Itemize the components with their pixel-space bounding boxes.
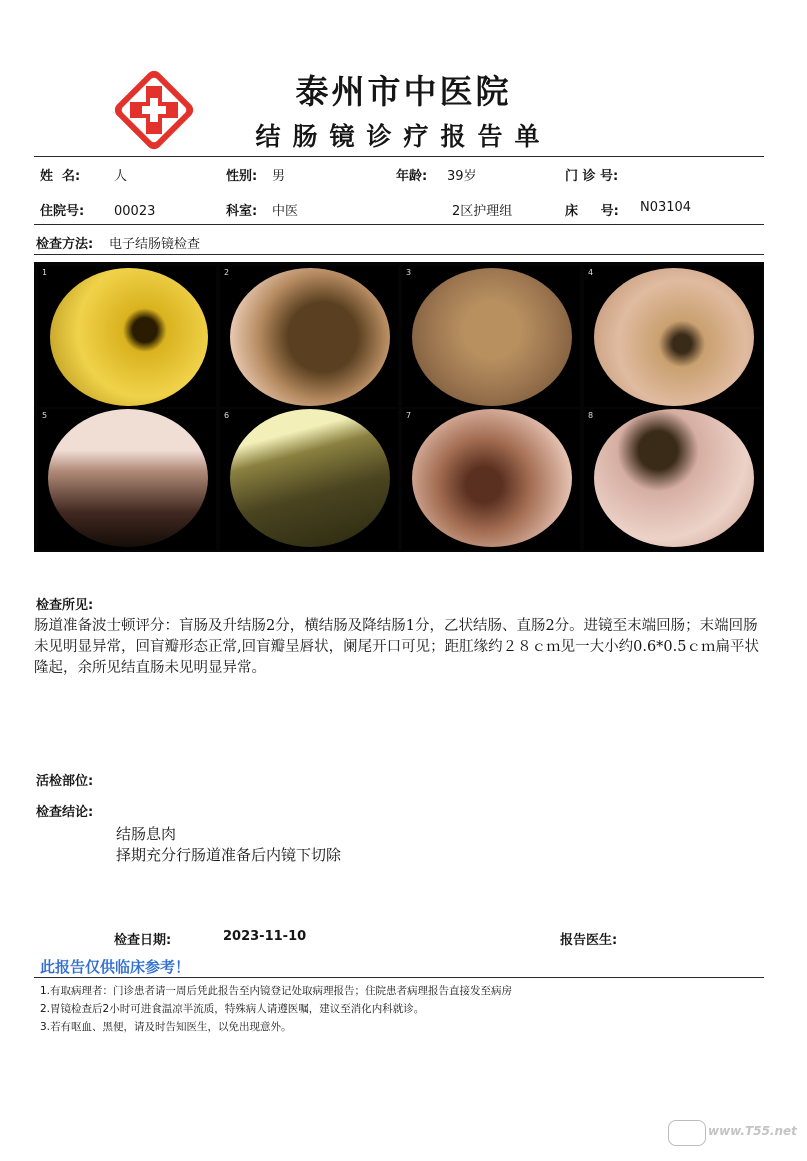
ward-value: 2区护理组 — [452, 204, 513, 219]
dept-value: 中医 — [272, 204, 299, 219]
endoscopy-image: 3 — [402, 266, 580, 407]
info-divider — [34, 224, 764, 225]
bed-value: N03104 — [640, 200, 692, 215]
notes-divider — [34, 977, 764, 978]
age-label: 年龄: — [396, 169, 428, 184]
findings-text: 肠道准备波士顿评分：盲肠及升结肠2分，横结肠及降结肠1分，乙状结肠、直肠2分。进镜至末端回肠；末端回肠未见明显异常，回盲瓣形态正常,回盲瓣呈唇状，阑尾开口可见；距肛缘约２８ｃｍ见一大小约0.6*0.5ｃｍ扁平状隆起，余所见结直肠未见明显异常。 — [34, 618, 759, 676]
name-label: 姓 名: — [40, 169, 81, 184]
dept-label: 科室: — [226, 204, 258, 219]
outpatient-label: 门 诊 号: — [565, 169, 619, 184]
endoscopy-image-grid — [34, 262, 764, 552]
hospital-name: 泰州市中医院 — [295, 72, 512, 111]
endoscopy-image: 2 — [220, 266, 398, 407]
endoscopy-image: 4 — [584, 266, 762, 407]
endoscopy-image: 6 — [220, 409, 398, 550]
gender-value: 男 — [272, 169, 286, 184]
endoscopy-image: 8 — [584, 409, 762, 550]
conclusion-line: 择期充分行肠道准备后内镜下切除 — [116, 846, 342, 864]
endoscopy-image: 1 — [38, 266, 216, 407]
conclusion-label: 检查结论: — [36, 805, 94, 820]
exam-date-value: 2023-11-10 — [223, 929, 307, 944]
endoscopy-image: 5 — [38, 409, 216, 550]
endoscopy-image: 7 — [402, 409, 580, 550]
header-divider — [34, 156, 764, 157]
exam-method-value: 电子结肠镜检查 — [109, 237, 201, 252]
findings-label: 检查所见: — [36, 598, 94, 613]
name-value: 人 — [114, 169, 128, 184]
report-title: 结肠镜诊疗报告单 — [255, 122, 552, 151]
exam-method-label: 检查方法: — [36, 237, 94, 252]
note-item: 1.有取病理者：门诊患者请一周后凭此报告至内镜登记处取病理报告；住院患者病理报告直接发至病房 — [40, 985, 513, 997]
watermark-logo-icon — [668, 1120, 706, 1146]
inpatient-value: 00023 — [114, 204, 156, 219]
biopsy-label: 活检部位: — [36, 774, 94, 789]
doctor-label: 报告医生: — [560, 933, 618, 948]
watermark-text: www.T55.net — [708, 1124, 797, 1138]
bed-label: 床 号: — [565, 204, 619, 219]
method-divider — [34, 254, 764, 255]
clinical-reference-note: 此报告仅供临床参考！ — [40, 958, 191, 976]
exam-date-label: 检查日期: — [114, 933, 172, 948]
gender-label: 性别: — [226, 169, 258, 184]
inpatient-label: 住院号: — [40, 204, 85, 219]
note-item: 2.胃镜检查后2小时可进食温凉半流质，特殊病人请遵医嘱，建议至消化内科就诊。 — [40, 1003, 425, 1015]
conclusion-line: 结肠息肉 — [116, 825, 177, 843]
note-item: 3.若有呕血、黑便，请及时告知医生，以免出现意外。 — [40, 1021, 292, 1033]
age-value: 39岁 — [447, 169, 477, 184]
